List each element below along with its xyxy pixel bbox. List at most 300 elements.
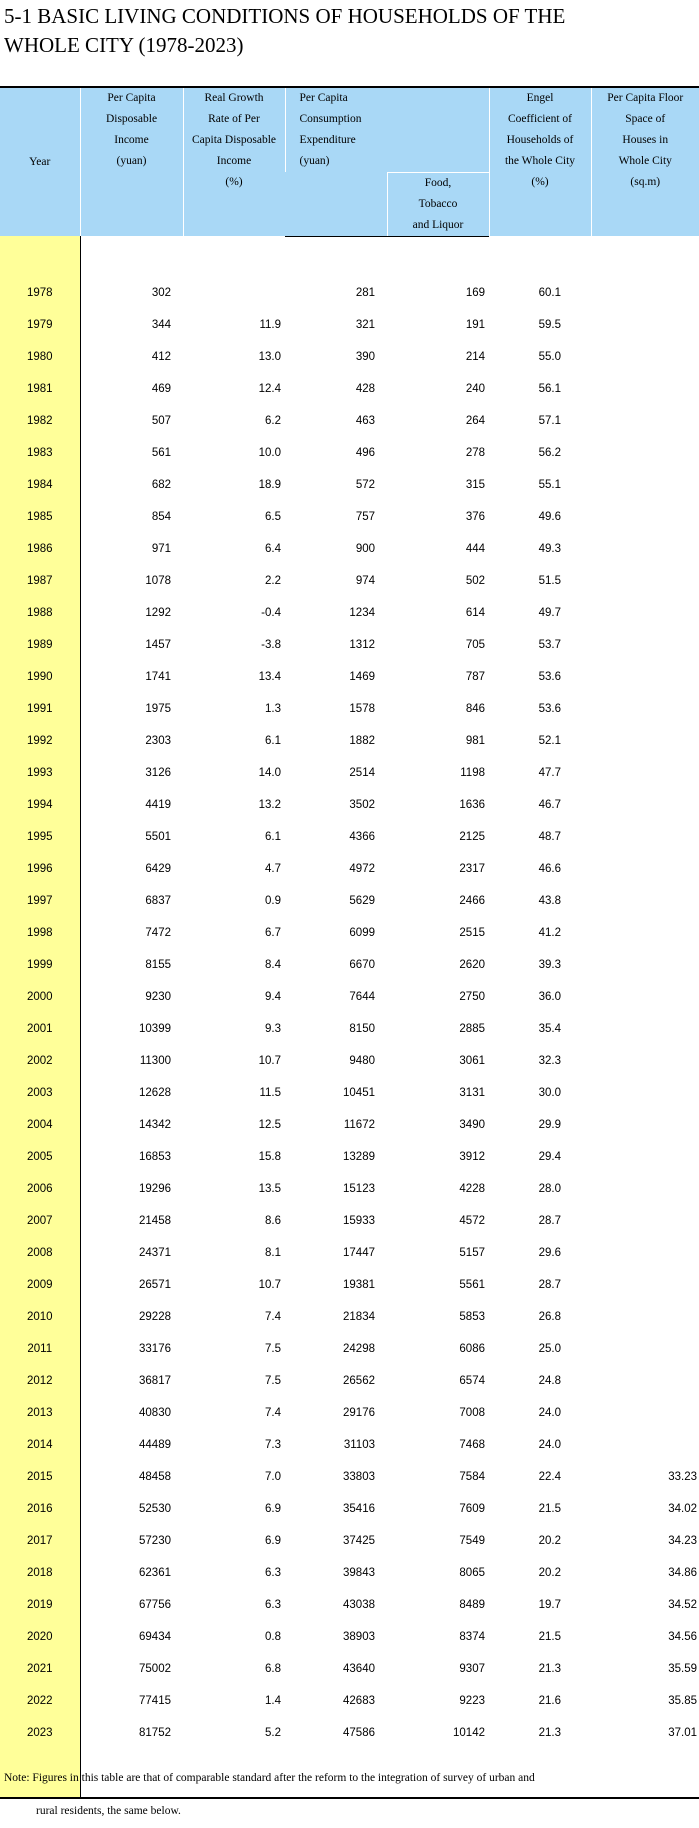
year-cell: 1982 [0, 405, 80, 437]
growth-cell: 13.4 [258, 670, 281, 683]
growth-cell: 13.5 [258, 1182, 281, 1195]
table-row [0, 1301, 699, 1333]
engel-cell: 21.3 [538, 1662, 561, 1675]
income-cell: 33176 [139, 1342, 171, 1355]
growth-cell: 10.7 [258, 1278, 281, 1291]
income-cell: 6429 [145, 862, 171, 875]
growth-cell: -3.8 [261, 638, 281, 651]
floor-cell [591, 1109, 699, 1141]
growth-cell: 0.9 [265, 894, 281, 907]
consumption-cell: 321 [355, 318, 375, 331]
engel-cell: 55.1 [538, 478, 561, 491]
food-cell: 5853 [459, 1310, 485, 1323]
engel-cell: 35.4 [538, 1022, 561, 1035]
growth-cell: 6.8 [265, 1662, 281, 1675]
year-cell: 1992 [0, 725, 80, 757]
consumption-cell: 8150 [349, 1022, 375, 1035]
consumption-cell: 11672 [343, 1118, 375, 1131]
table-row [0, 1237, 699, 1269]
consumption-cell: 31103 [343, 1438, 375, 1451]
table-row [0, 1717, 699, 1749]
food-cell: 3131 [459, 1086, 485, 1099]
year-cell: 2012 [0, 1365, 80, 1397]
engel-cell: 29.9 [538, 1118, 561, 1131]
year-cell: 1991 [0, 693, 80, 725]
growth-cell: 6.3 [265, 1566, 281, 1579]
food-cell: 7468 [459, 1438, 485, 1451]
income-cell: 1741 [145, 670, 171, 683]
consumption-cell: 43640 [343, 1662, 375, 1675]
food-cell: 10142 [453, 1726, 485, 1739]
engel-cell: 56.1 [538, 382, 561, 395]
food-cell: 444 [465, 542, 485, 555]
food-cell: 7008 [459, 1406, 485, 1419]
consumption-cell: 42683 [343, 1694, 375, 1707]
food-cell: 787 [465, 670, 485, 683]
year-cell: 2018 [0, 1557, 80, 1589]
food-cell: 2620 [459, 958, 485, 971]
growth-cell: 8.4 [265, 958, 281, 971]
header-floor-space: Per Capita Floor Space of Houses in Whole City (sq.m) [591, 87, 699, 236]
consumption-cell: 33803 [343, 1470, 375, 1483]
food-cell: 2885 [459, 1022, 485, 1035]
floor-cell: 35.59 [668, 1662, 697, 1675]
consumption-cell: 39843 [343, 1566, 375, 1579]
engel-cell: 49.3 [538, 542, 561, 555]
food-cell: 214 [465, 350, 485, 363]
engel-cell: 24.8 [538, 1374, 561, 1387]
year-cell: 2017 [0, 1525, 80, 1557]
food-cell: 9307 [459, 1662, 485, 1675]
table-row [0, 1109, 699, 1141]
food-cell: 278 [465, 446, 485, 459]
header-consumption: Per Capita Consumption Expenditure (yuan) [285, 87, 387, 172]
consumption-cell: 390 [355, 350, 375, 363]
year-cell: 2023 [0, 1717, 80, 1749]
table-row [0, 437, 699, 469]
engel-cell: 56.2 [538, 446, 561, 459]
engel-cell: 57.1 [538, 414, 561, 427]
table-row [0, 1557, 699, 1589]
growth-cell: 15.8 [258, 1150, 281, 1163]
income-cell: 9230 [145, 990, 171, 1003]
growth-cell: 7.3 [265, 1438, 281, 1451]
table-row [0, 1461, 699, 1493]
engel-cell: 20.2 [538, 1534, 561, 1547]
growth-cell: 2.2 [265, 574, 281, 587]
growth-cell: 1.4 [265, 1694, 281, 1707]
consumption-cell: 1469 [349, 670, 375, 683]
table-row [0, 1205, 699, 1237]
floor-cell [591, 533, 699, 565]
food-cell: 705 [465, 638, 485, 651]
food-cell: 7609 [459, 1502, 485, 1515]
table-row [0, 309, 699, 341]
engel-cell: 29.6 [538, 1246, 561, 1259]
growth-cell: 8.6 [265, 1214, 281, 1227]
growth-cell [183, 277, 285, 309]
consumption-cell: 43038 [343, 1598, 375, 1611]
food-cell: 502 [465, 574, 485, 587]
table-row [0, 629, 699, 661]
floor-cell [591, 661, 699, 693]
income-cell: 561 [151, 446, 171, 459]
food-cell: 1198 [460, 766, 485, 779]
growth-cell: 9.4 [265, 990, 281, 1003]
engel-cell: 43.8 [538, 894, 561, 907]
floor-cell [591, 437, 699, 469]
income-cell: 12628 [139, 1086, 171, 1099]
engel-cell: 24.0 [538, 1406, 561, 1419]
floor-cell [591, 565, 699, 597]
food-cell: 4228 [459, 1182, 485, 1195]
year-cell: 1990 [0, 661, 80, 693]
food-cell: 5561 [459, 1278, 485, 1291]
growth-cell: 5.2 [265, 1726, 281, 1739]
header-disposable-income: Per Capita Disposable Income (yuan) [80, 87, 183, 236]
income-cell: 11300 [139, 1054, 171, 1067]
floor-cell [591, 373, 699, 405]
income-cell: 40830 [139, 1406, 171, 1419]
income-cell: 682 [151, 478, 171, 491]
table-row [0, 917, 699, 949]
engel-cell: 29.4 [538, 1150, 561, 1163]
income-cell: 854 [151, 510, 171, 523]
food-cell: 614 [465, 606, 485, 619]
table-row [0, 1397, 699, 1429]
growth-cell: 10.7 [258, 1054, 281, 1067]
food-cell: 4572 [459, 1214, 485, 1227]
engel-cell: 21.6 [538, 1694, 561, 1707]
food-cell: 8065 [459, 1566, 485, 1579]
consumption-cell: 463 [355, 414, 375, 427]
header-food: Food, Tobacco and Liquor [387, 172, 489, 236]
floor-cell [591, 853, 699, 885]
growth-cell: 6.2 [265, 414, 281, 427]
income-cell: 29228 [139, 1310, 171, 1323]
consumption-cell: 572 [355, 478, 375, 491]
note-line-2: rural residents, the same below. [36, 1805, 181, 1817]
table-row [0, 1365, 699, 1397]
growth-cell: 6.4 [265, 542, 281, 555]
growth-cell: 8.1 [265, 1246, 281, 1259]
food-cell: 8374 [459, 1630, 485, 1643]
consumption-cell: 757 [355, 510, 375, 523]
table-row [0, 949, 699, 981]
table-row [0, 1429, 699, 1461]
income-cell: 1975 [145, 702, 171, 715]
year-cell: 1984 [0, 469, 80, 501]
consumption-cell: 29176 [343, 1406, 375, 1419]
engel-cell: 21.5 [538, 1502, 561, 1515]
floor-cell: 34.86 [668, 1566, 697, 1579]
growth-cell: 7.5 [265, 1374, 281, 1387]
floor-cell [591, 341, 699, 373]
year-cell: 1994 [0, 789, 80, 821]
growth-cell: 7.4 [265, 1310, 281, 1323]
year-cell: 2011 [0, 1333, 80, 1365]
growth-cell: 12.4 [258, 382, 281, 395]
income-cell: 2303 [145, 734, 171, 747]
consumption-cell: 281 [355, 286, 375, 299]
floor-cell [591, 1013, 699, 1045]
growth-cell: 9.3 [265, 1022, 281, 1035]
floor-cell [591, 885, 699, 917]
income-cell: 44489 [139, 1438, 171, 1451]
engel-cell: 53.7 [538, 638, 561, 651]
growth-cell: 7.0 [265, 1470, 281, 1483]
income-cell: 14342 [139, 1118, 171, 1131]
growth-cell: 6.3 [265, 1598, 281, 1611]
table-row [0, 405, 699, 437]
consumption-cell: 1578 [349, 702, 375, 715]
food-cell: 7584 [459, 1470, 485, 1483]
floor-cell [591, 501, 699, 533]
food-cell: 2125 [459, 830, 485, 843]
engel-cell: 24.0 [538, 1438, 561, 1451]
consumption-cell: 35416 [343, 1502, 375, 1515]
income-cell: 21458 [139, 1214, 171, 1227]
engel-cell: 30.0 [538, 1086, 561, 1099]
floor-cell: 37.01 [668, 1726, 697, 1739]
table-row [0, 1269, 699, 1301]
income-cell: 3126 [145, 766, 171, 779]
food-cell: 8489 [459, 1598, 485, 1611]
table-row [0, 1525, 699, 1557]
table-row [0, 1589, 699, 1621]
food-cell: 6086 [459, 1342, 485, 1355]
food-cell: 9223 [459, 1694, 485, 1707]
income-cell: 67756 [139, 1598, 171, 1611]
floor-cell [591, 917, 699, 949]
growth-cell: 12.5 [258, 1118, 281, 1131]
engel-cell: 26.8 [538, 1310, 561, 1323]
consumption-cell: 47586 [343, 1726, 375, 1739]
engel-cell: 49.6 [538, 510, 561, 523]
floor-cell [591, 277, 699, 309]
year-cell: 2010 [0, 1301, 80, 1333]
engel-cell: 60.1 [538, 286, 561, 299]
consumption-cell: 26562 [343, 1374, 375, 1387]
table-row [0, 277, 699, 309]
year-cell: 1980 [0, 341, 80, 373]
growth-cell: 6.1 [265, 734, 281, 747]
engel-cell: 51.5 [538, 574, 561, 587]
income-cell: 6837 [145, 894, 171, 907]
consumption-cell: 4366 [349, 830, 375, 843]
table-row [0, 341, 699, 373]
growth-cell: 7.4 [265, 1406, 281, 1419]
food-cell: 191 [465, 318, 485, 331]
floor-cell [591, 405, 699, 437]
engel-cell: 39.3 [538, 958, 561, 971]
income-cell: 302 [151, 286, 171, 299]
growth-cell: 13.0 [258, 350, 281, 363]
floor-cell [591, 1045, 699, 1077]
income-cell: 469 [151, 382, 171, 395]
table-row [0, 373, 699, 405]
engel-cell: 47.7 [538, 766, 561, 779]
consumption-cell: 10451 [343, 1086, 375, 1099]
floor-cell [591, 597, 699, 629]
engel-cell: 28.0 [538, 1182, 561, 1195]
table-row [0, 1493, 699, 1525]
engel-cell: 21.3 [538, 1726, 561, 1739]
income-cell: 16853 [139, 1150, 171, 1163]
year-cell: 2016 [0, 1493, 80, 1525]
consumption-cell: 3502 [349, 798, 375, 811]
floor-cell [591, 469, 699, 501]
floor-cell: 34.56 [668, 1630, 697, 1643]
income-cell: 412 [151, 350, 171, 363]
year-cell: 2019 [0, 1589, 80, 1621]
consumption-cell: 974 [355, 574, 375, 587]
food-cell: 1636 [459, 798, 485, 811]
engel-cell: 22.4 [538, 1470, 561, 1483]
engel-cell: 28.7 [538, 1214, 561, 1227]
income-cell: 48458 [139, 1470, 171, 1483]
table-row [0, 1141, 699, 1173]
table-row [0, 693, 699, 725]
year-cell: 1978 [0, 277, 80, 309]
income-cell: 507 [151, 414, 171, 427]
income-cell: 62361 [139, 1566, 171, 1579]
income-cell: 8155 [145, 958, 171, 971]
consumption-cell: 6099 [349, 926, 375, 939]
growth-cell: 14.0 [258, 766, 281, 779]
consumption-cell: 1882 [349, 734, 375, 747]
floor-cell [591, 1365, 699, 1397]
food-cell: 2466 [459, 894, 485, 907]
engel-cell: 52.1 [538, 734, 561, 747]
table-row [0, 661, 699, 693]
engel-cell: 48.7 [538, 830, 561, 843]
income-cell: 24371 [139, 1246, 171, 1259]
income-cell: 19296 [139, 1182, 171, 1195]
year-cell: 1979 [0, 309, 80, 341]
floor-cell [591, 1397, 699, 1429]
table-row [0, 789, 699, 821]
income-cell: 52530 [139, 1502, 171, 1515]
consumption-cell: 7644 [349, 990, 375, 1003]
food-cell: 264 [465, 414, 485, 427]
header-consumption-cont [387, 87, 489, 172]
floor-cell [591, 821, 699, 853]
consumption-cell: 17447 [343, 1246, 375, 1259]
income-cell: 971 [151, 542, 171, 555]
floor-cell [591, 757, 699, 789]
food-cell: 846 [465, 702, 485, 715]
consumption-cell: 1312 [349, 638, 375, 651]
floor-cell [591, 949, 699, 981]
consumption-cell: 19381 [343, 1278, 375, 1291]
header-real-growth: Real Growth Rate of Per Capita Disposable Income (%) [183, 87, 285, 236]
food-cell: 7549 [459, 1534, 485, 1547]
consumption-cell: 9480 [349, 1054, 375, 1067]
consumption-cell: 900 [355, 542, 375, 555]
consumption-cell: 6670 [349, 958, 375, 971]
engel-cell: 49.7 [538, 606, 561, 619]
floor-cell [591, 1205, 699, 1237]
food-cell: 240 [465, 382, 485, 395]
year-cell: 2020 [0, 1621, 80, 1653]
engel-cell: 21.5 [538, 1630, 561, 1643]
year-cell: 1987 [0, 565, 80, 597]
engel-cell: 53.6 [538, 702, 561, 715]
header-consumption-sub [285, 172, 387, 236]
floor-cell [591, 1269, 699, 1301]
income-cell: 7472 [145, 926, 171, 939]
growth-cell: 6.9 [265, 1534, 281, 1547]
growth-cell: 0.8 [265, 1630, 281, 1643]
food-cell: 3061 [459, 1054, 485, 1067]
floor-cell: 34.23 [668, 1534, 697, 1547]
year-cell: 2015 [0, 1461, 80, 1493]
food-cell: 3912 [459, 1150, 485, 1163]
floor-cell [591, 309, 699, 341]
year-cell: 1993 [0, 757, 80, 789]
consumption-cell: 15123 [343, 1182, 375, 1195]
consumption-cell: 2514 [349, 766, 375, 779]
table-row [0, 885, 699, 917]
table-row [0, 1685, 699, 1717]
table-row [0, 1621, 699, 1653]
table-row [0, 1653, 699, 1685]
food-cell: 315 [465, 478, 485, 491]
header-engel: Engel Coefficient of Households of the Whole City (%) [489, 87, 591, 236]
year-cell: 2013 [0, 1397, 80, 1429]
engel-cell: 59.5 [538, 318, 561, 331]
year-cell: 2009 [0, 1269, 80, 1301]
floor-cell [591, 1077, 699, 1109]
floor-cell [591, 1141, 699, 1173]
growth-cell: 1.3 [265, 702, 281, 715]
year-cell: 2022 [0, 1685, 80, 1717]
engel-cell: 28.7 [538, 1278, 561, 1291]
header-year: Year [0, 87, 80, 236]
table-note [4, 1762, 535, 1828]
food-cell: 3490 [459, 1118, 485, 1131]
consumption-cell: 496 [355, 446, 375, 459]
engel-cell: 46.7 [538, 798, 561, 811]
income-cell: 81752 [139, 1726, 171, 1739]
table-row [0, 533, 699, 565]
consumption-cell: 37425 [343, 1534, 375, 1547]
year-cell: 1998 [0, 917, 80, 949]
income-cell: 5501 [145, 830, 171, 843]
income-cell: 26571 [139, 1278, 171, 1291]
year-cell: 2006 [0, 1173, 80, 1205]
growth-cell: 7.5 [265, 1342, 281, 1355]
year-cell: 2007 [0, 1205, 80, 1237]
income-cell: 10399 [139, 1022, 171, 1035]
table-spacer-top [0, 236, 699, 277]
income-cell: 344 [151, 318, 171, 331]
floor-cell [591, 1333, 699, 1365]
floor-cell: 35.85 [668, 1694, 697, 1707]
growth-cell: 13.2 [258, 798, 281, 811]
growth-cell: 6.5 [265, 510, 281, 523]
year-cell: 2004 [0, 1109, 80, 1141]
year-cell: 2000 [0, 981, 80, 1013]
consumption-cell: 21834 [343, 1310, 375, 1323]
year-cell: 1995 [0, 821, 80, 853]
year-cell: 1996 [0, 853, 80, 885]
growth-cell: 10.0 [258, 446, 281, 459]
engel-cell: 41.2 [538, 926, 561, 939]
income-cell: 77415 [139, 1694, 171, 1707]
table-row [0, 501, 699, 533]
